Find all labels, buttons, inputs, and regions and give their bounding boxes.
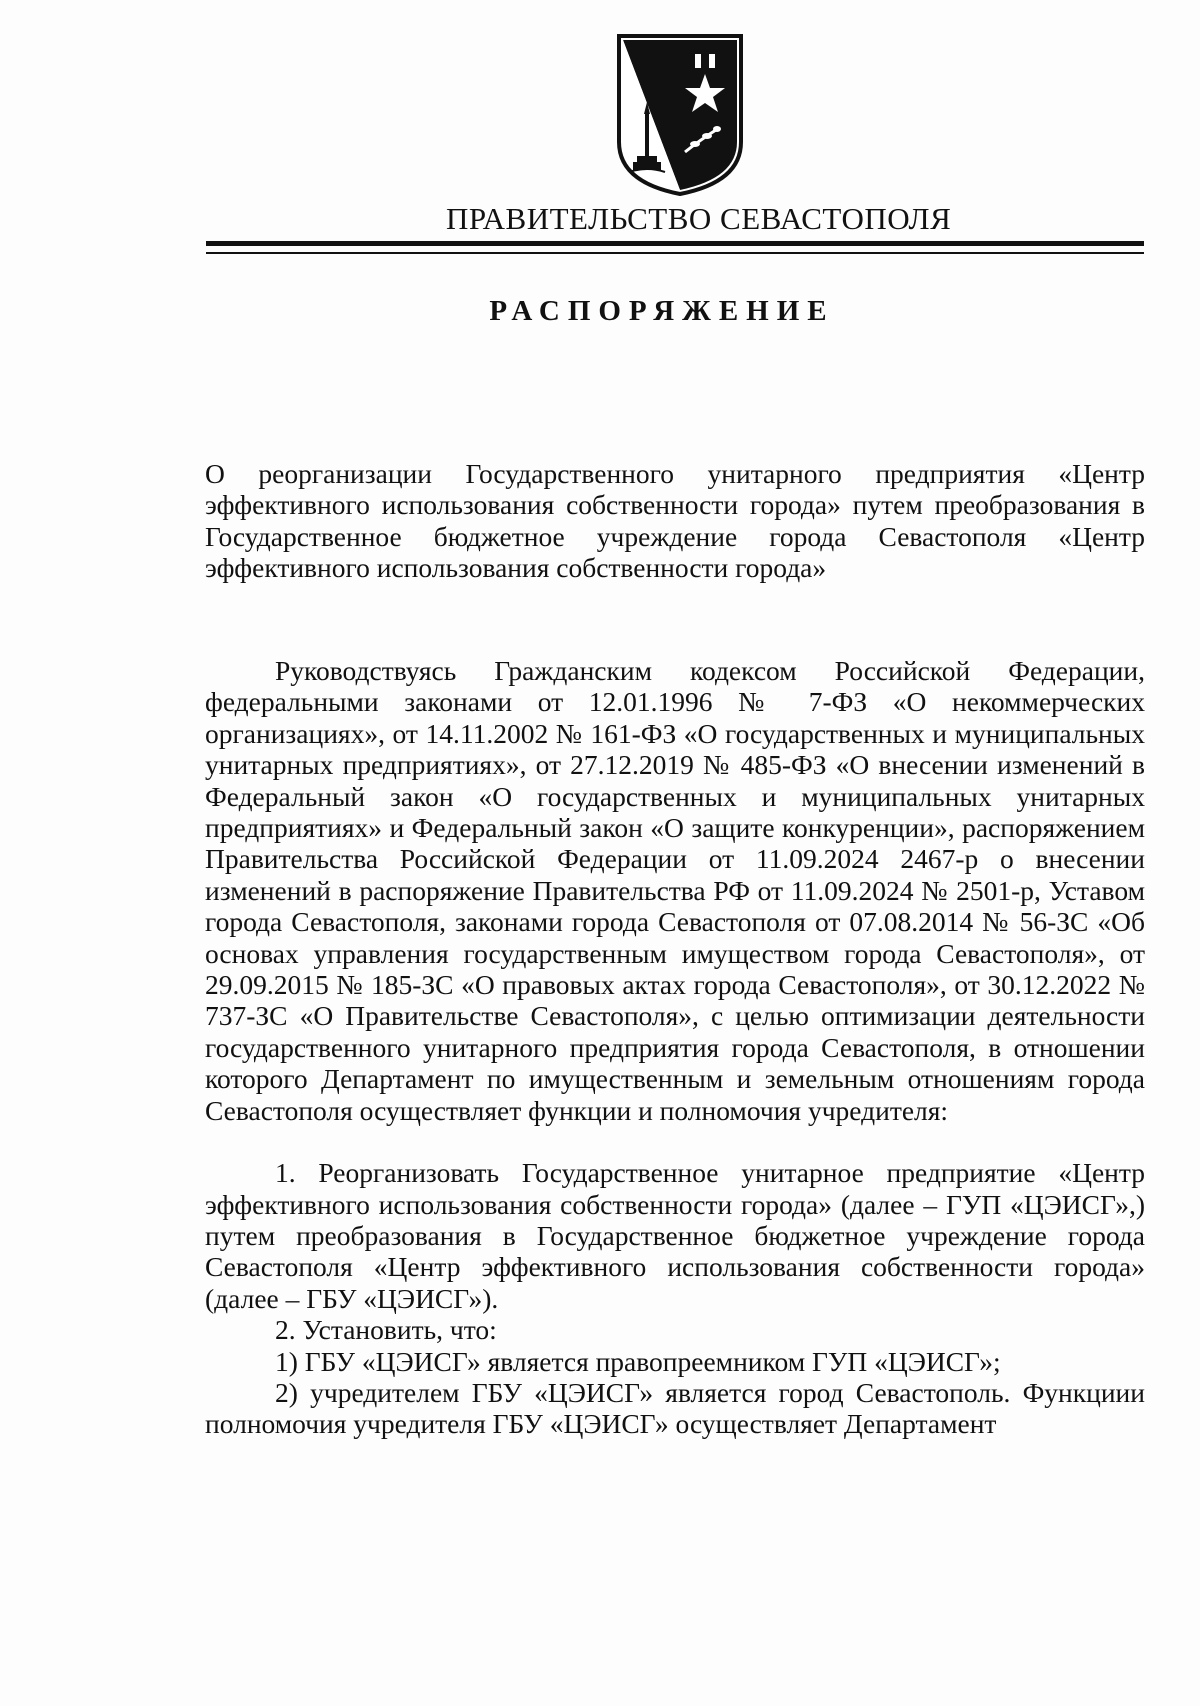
preamble-paragraph: Руководствуясь Гражданским кодексом Российской Федерации, федеральными законами от 12.01.1996 № 7-ФЗ «О некоммерческих организациях», от 14.11.2002 № 161-ФЗ «О государственных и муниципальных унитарных предприятиях», от 27.12.2019 № 485-ФЗ «О внесении изменений в Федеральный закон «О государственных и муниципальных унитарных предприятиях» и Федеральный закон «О защите конкуренции», распоряжением Правительства Российской Федерации от 11.09.2024 2467-р о внесении изменений в распоряжение Правительства РФ от 11.09.2024 № 2501-р, Уставом города Севастополя, законами города Севастополя от 07.08.2014 № 56-ЗС «Об основах управления государственным имуществом города Севастополя», от 29.09.2015 № 185-ЗС «О правовых актах города Севастополя», от 30.12.2022 № 737-ЗС «О Правительстве Севастополя», с целью оптимизации деятельности государственного унитарного предприятия города Севастополя, в отношении которого Департамент по имущественным и земельным отношениям города Севастополя осуществляет функции и полномочия учредителя: <box>205 655 1145 1126</box>
document-body <box>205 655 1145 1440</box>
item-2-paragraph: 2. Установить, что: <box>275 1314 497 1346</box>
header-divider-thin <box>206 252 1144 254</box>
subject-text: О реорганизации Государственного унитарного предприятия «Центр эффективного использования собственности города» путем преобразования в Государственное бюджетное учреждение города Севастополя «Центр эффективного использования собственности города» <box>205 458 1145 584</box>
organization-title: ПРАВИТЕЛЬСТВО СЕВАСТОПОЛЯ <box>446 201 952 236</box>
sevastopol-coat-of-arms-icon <box>615 32 745 196</box>
header-divider-thick <box>206 241 1144 246</box>
item-2-2-paragraph: 2) учредителем ГБУ «ЦЭИСГ» является город Севастополь. Функциии полномочия учредителя ГБУ «ЦЭИСГ» осуществляет Департамент <box>205 1376 1145 1440</box>
item-1-paragraph: 1. Реорганизовать Государственное унитарное предприятие «Центр эффективного использования собственности города» (далее – ГУП «ЦЭИСГ»,) путем преобразования в Государственное бюджетное учреждение города Севастополя «Центр эффективного использования собственности города» (далее – ГБУ «ЦЭИСГ»). <box>205 1157 1145 1314</box>
document-subject <box>205 458 1145 584</box>
item-2-1-paragraph: 1) ГБУ «ЦЭИСГ» является правопреемником ГУП «ЦЭИСГ»; <box>275 1345 1001 1377</box>
document-type-heading: РАСПОРЯЖЕНИЕ <box>489 295 835 327</box>
